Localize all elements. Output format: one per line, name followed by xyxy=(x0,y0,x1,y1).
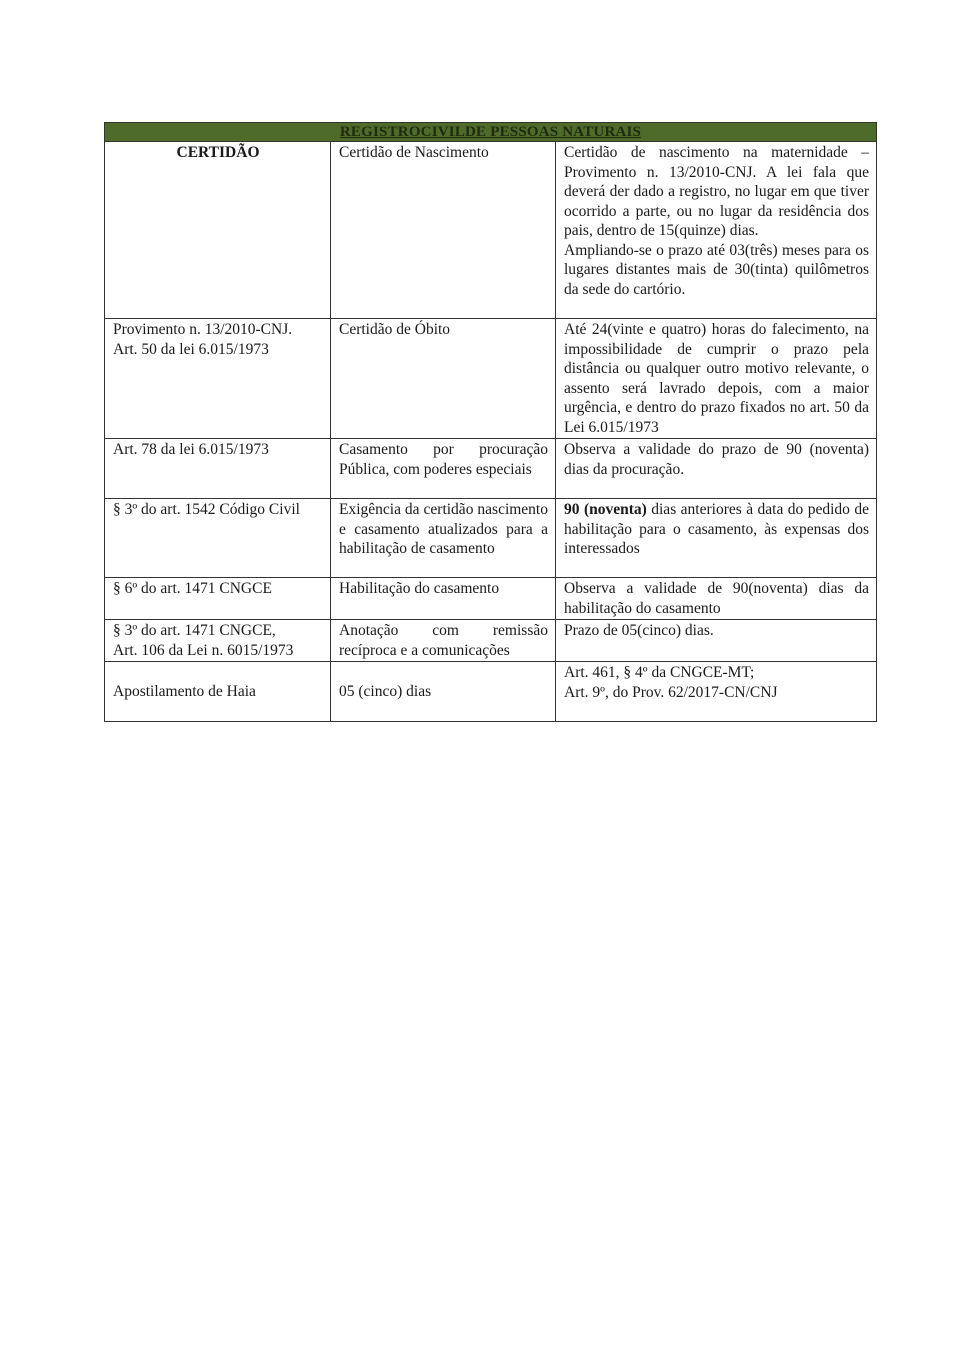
row-deadline-cell xyxy=(556,662,877,722)
deadline-bold: 90 (noventa) xyxy=(564,501,647,518)
row-subject-cell: Casamento por procuração Pública, com poderes especiais xyxy=(331,439,556,499)
row-subject-cell: Habilitação do casamento xyxy=(331,578,556,620)
table-row xyxy=(105,620,877,662)
deadline-line: Art. 461, § 4º da CNGCE-MT; xyxy=(564,664,755,681)
table-row xyxy=(105,319,877,439)
deadline-paragraph: Ampliando-se o prazo até 03(três) meses para os lugares distantes mais de 30(tinta) quilômetros da sede do cartório. xyxy=(564,241,869,298)
deadline-paragraph: Certidão de nascimento na maternidade –Provimento n. 13/2010-CNJ. A lei fala que deverá der dado a registro, no lugar em que tiver ocorrido a parte, ou no lugar da residência dos pais, dentro de 15(quinze) dias. xyxy=(564,144,869,239)
reference-line: Art. 106 da Lei n. 6015/1973 xyxy=(113,641,294,659)
table-title-row xyxy=(105,123,877,142)
table-row xyxy=(105,142,877,319)
deadline-text: dias anteriores à data do pedido de habilitação para o casamento, às expensas dos interessados xyxy=(564,501,870,557)
row-reference-cell xyxy=(105,620,331,662)
table-title: REGISTROCIVILDE PESSOAS NATURAIS xyxy=(105,123,877,142)
reference-line: Provimento n. 13/2010-CNJ. xyxy=(113,321,293,338)
table-row xyxy=(105,499,877,578)
row-subject-cell: Certidão de Nascimento xyxy=(331,142,556,319)
row-deadline-cell: Prazo de 05(cinco) dias. xyxy=(556,620,877,662)
row-deadline-cell: Observa a validade do prazo de 90 (noventa) dias da procuração. xyxy=(556,439,877,499)
table-row xyxy=(105,439,877,499)
row-reference-cell: § 6º do art. 1471 CNGCE xyxy=(105,578,331,620)
reference-line: § 3º do art. 1471 CNGCE, xyxy=(113,622,276,639)
row-deadline-cell: Até 24(vinte e quatro) horas do falecimento, na impossibilidade de cumprir o prazo pela distância ou qualquer outro motivo relevante, o assento será lavrado depois, com a maior urgência, e dentro do prazo fixados no art. 50 da Lei 6.015/1973 xyxy=(556,319,877,439)
row-reference-cell: CERTIDÃO xyxy=(105,142,331,319)
row-reference-cell: Art. 78 da lei 6.015/1973 xyxy=(105,439,331,499)
row-reference-cell xyxy=(105,319,331,439)
row-deadline-cell xyxy=(556,499,877,578)
registro-civil-table xyxy=(104,122,877,722)
reference-line: Art. 50 da lei 6.015/1973 xyxy=(113,340,269,358)
row-subject-cell: Anotação com remissão recíproca e a comunicações xyxy=(331,620,556,662)
deadline-line: Art. 9º, do Prov. 62/2017-CN/CNJ xyxy=(564,683,778,701)
row-reference-cell: § 3º do art. 1542 Código Civil xyxy=(105,499,331,578)
table-row xyxy=(105,662,877,722)
row-deadline-cell: Observa a validade de 90(noventa) dias da habilitação do casamento xyxy=(556,578,877,620)
row-deadline-cell xyxy=(556,142,877,319)
row-subject-cell: Exigência da certidão nascimento e casamento atualizados para a habilitação de casamento xyxy=(331,499,556,578)
row-reference-cell: Apostilamento de Haia xyxy=(105,662,331,722)
table-row xyxy=(105,578,877,620)
row-subject-cell: Certidão de Óbito xyxy=(331,319,556,439)
row-subject-cell: 05 (cinco) dias xyxy=(331,662,556,722)
